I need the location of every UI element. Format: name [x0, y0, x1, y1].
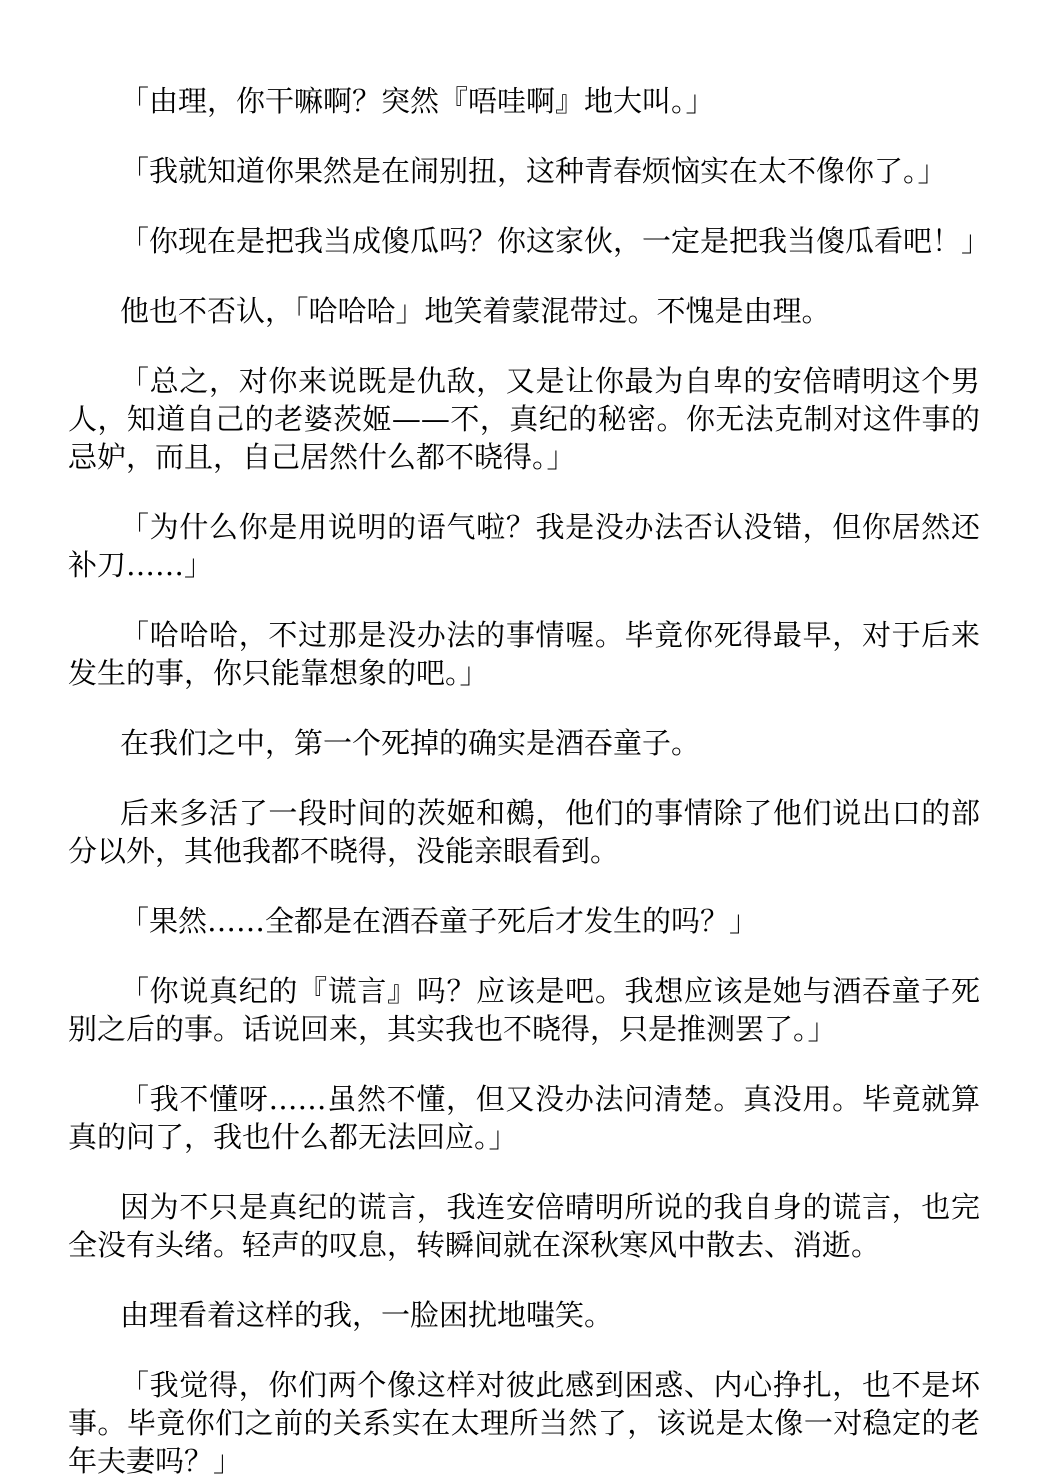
paragraph: 在我们之中，第一个死掉的确实是酒吞童子。: [120, 726, 701, 760]
paragraph: 「你说真纪的『谎言』吗？应该是吧。我想应该是她与酒吞童子死别之后的事。话说回来，其实我也不晓得，只是推测罢了。」: [68, 974, 980, 1046]
paragraph: 「哈哈哈，不过那是没办法的事情喔。毕竟你死得最早，对于后来发生的事，你只能靠想象的吧。」: [68, 618, 980, 690]
paragraph: 「你现在是把我当成傻瓜吗？你这家伙，一定是把我当傻瓜看吧！」: [120, 224, 991, 258]
paragraph: 后来多活了一段时间的茨姬和鵺，他们的事情除了他们说出口的部分以外，其他我都不晓得，没能亲眼看到。: [68, 796, 980, 868]
paragraph: 「总之，对你来说既是仇敌，又是让你最为自卑的安倍晴明这个男人，知道自己的老婆茨姬——不，真纪的秘密。你无法克制对这件事的忌妒，而且，自己居然什么都不晓得。」: [68, 364, 980, 474]
paragraph: 「我就知道你果然是在闹别扭，这种青春烦恼实在太不像你了。」: [120, 154, 947, 188]
paragraph: 他也不否认，「哈哈哈」地笑着蒙混带过。不愧是由理。: [120, 294, 831, 328]
paragraph: 因为不只是真纪的谎言，我连安倍晴明所说的我自身的谎言，也完全没有头绪。轻声的叹息，转瞬间就在深秋寒风中散去、消逝。: [68, 1190, 980, 1262]
paragraph: 「我不懂呀……虽然不懂，但又没办法问清楚。真没用。毕竟就算真的问了，我也什么都无法回应。」: [68, 1082, 980, 1154]
paragraph: 「为什么你是用说明的语气啦？我是没办法否认没错，但你居然还补刀……」: [68, 510, 980, 582]
paragraph: 「我觉得，你们两个像这样对彼此感到困惑、内心挣扎，也不是坏事。毕竟你们之前的关系实在太理所当然了，该说是太像一对稳定的老年夫妻吗？」: [68, 1368, 980, 1478]
paragraph: 「果然……全都是在酒吞童子死后才发生的吗？」: [120, 904, 759, 938]
paragraph: 「由理，你干嘛啊？突然『唔哇啊』地大叫。」: [120, 84, 715, 118]
book-page-text: [68, 82, 991, 1480]
paragraph: 由理看着这样的我，一脸困扰地嗤笑。: [120, 1298, 614, 1332]
